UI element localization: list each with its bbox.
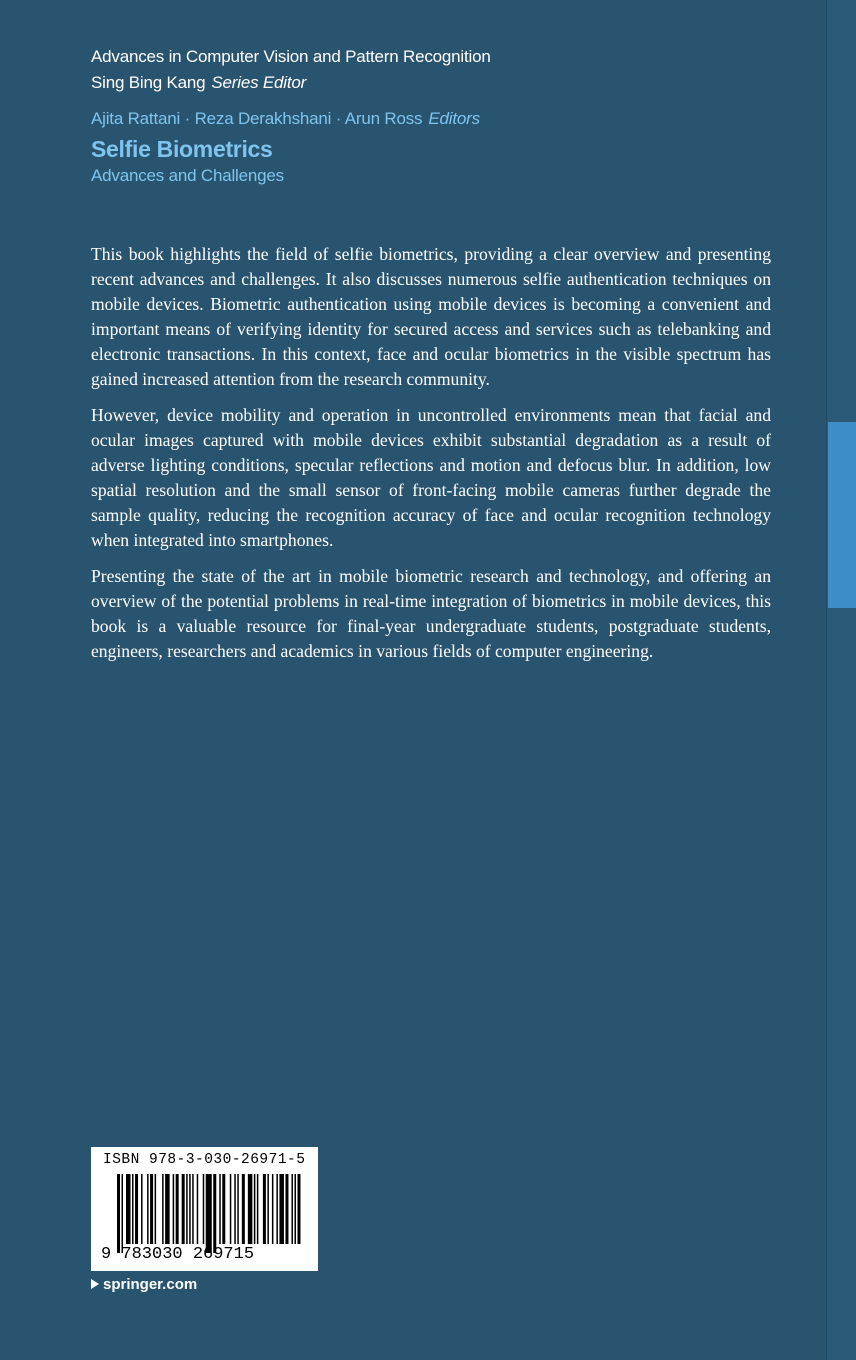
barcode-bar [197, 1174, 199, 1244]
publisher-link[interactable] [91, 1276, 197, 1293]
isbn-barcode [91, 1147, 318, 1271]
series-editor-role: Series Editor [211, 73, 307, 92]
barcode-bar [150, 1174, 153, 1244]
book-editors-role: Editors [428, 109, 480, 128]
series-editor-line [91, 70, 791, 96]
barcode-bar [162, 1174, 164, 1244]
book-title: Selfie Biometrics [91, 136, 273, 162]
barcode-bar [276, 1174, 278, 1244]
series-title: Advances in Computer Vision and Pattern Recognition [91, 47, 491, 66]
book-editors-line [91, 106, 791, 132]
spine-strip [826, 0, 856, 1360]
barcode-bar [182, 1174, 185, 1244]
book-editors: Ajita Rattani · Reza Derakhshani · Arun Ross [91, 109, 423, 128]
barcode-bar [291, 1174, 293, 1244]
barcode-bar [230, 1174, 232, 1244]
isbn-label: ISBN 978-3-030-26971-5 [103, 1152, 306, 1168]
barcode-bar [126, 1174, 131, 1244]
series-editor-name: Sing Bing Kang [91, 73, 206, 92]
arrow-right-icon [91, 1279, 99, 1289]
barcode-bar [267, 1174, 269, 1244]
barcode-bar [272, 1174, 274, 1244]
barcode-bar [186, 1174, 188, 1244]
description-paragraph: However, device mobility and operation in uncontrolled environments mean that facial and ocular images captured with mobile devices exhibit substantial degradation as a result of adverse lighting conditions, specular reflections and motion and defocus blur. In addition, low spatial resolution and the small sensor of front-facing mobile cameras further degrade the sample quality, reducing the recognition accuracy of face and ocular recognition technology when integrated into smartphones. [91, 405, 771, 550]
barcode-bar [141, 1174, 143, 1244]
barcode-bar [257, 1174, 259, 1244]
barcode-bar [117, 1174, 120, 1253]
barcode-bar [165, 1174, 170, 1244]
publisher-url: springer.com [103, 1276, 198, 1293]
barcode-bar [176, 1174, 179, 1244]
barcode-bar [155, 1174, 157, 1244]
barcode-bar [173, 1174, 175, 1244]
barcode-bar [135, 1174, 138, 1244]
barcode-bar [279, 1174, 284, 1244]
barcode-bar [294, 1174, 296, 1244]
cover-header [91, 44, 791, 188]
description-paragraph: This book highlights the field of selfie biometrics, providing a clear overview and presenting recent advances and challenges. It also discusses numerous selfie authentication techniques on mobile devices. Biometric authentication using mobile devices is becoming a convenient and important means of verifying identity for secured access and services such as telebanking and electronic transactions. In this context, face and ocular biometrics in the visible spectrum has gained increased attention from the research community. [91, 244, 771, 389]
barcode-bar [203, 1174, 205, 1244]
barcode-bar [263, 1174, 266, 1244]
barcode-bar [222, 1174, 225, 1244]
barcode-bar [219, 1174, 221, 1244]
barcode-bar [213, 1174, 216, 1253]
barcode-bar [234, 1174, 236, 1244]
description-paragraph: Presenting the state of the art in mobile biometric research and technology, and offering an overview of the potential problems in real-time integration of biometrics in mobile devices, this book is a valuable resource for final-year undergraduate students, postgraduate students, engineers, researchers and academics in various fields of computer engineering. [91, 566, 771, 661]
book-subtitle: Advances and Challenges [91, 166, 284, 185]
barcode-bar [237, 1174, 239, 1244]
spine-color-band [828, 422, 856, 608]
barcode-bar [132, 1174, 134, 1244]
barcode-bar [254, 1174, 256, 1244]
barcode-bar [242, 1174, 245, 1244]
barcode-bar [192, 1174, 194, 1244]
barcode-digits: 9 783030 269715 [101, 1245, 255, 1264]
barcode-bar [206, 1174, 212, 1253]
barcode-bar [248, 1174, 253, 1244]
barcode-bar [285, 1174, 288, 1244]
barcode-bar [189, 1174, 191, 1244]
barcode-bar [122, 1174, 124, 1253]
barcode-bar [297, 1174, 300, 1244]
barcode-bar [147, 1174, 149, 1244]
book-description [91, 242, 771, 675]
